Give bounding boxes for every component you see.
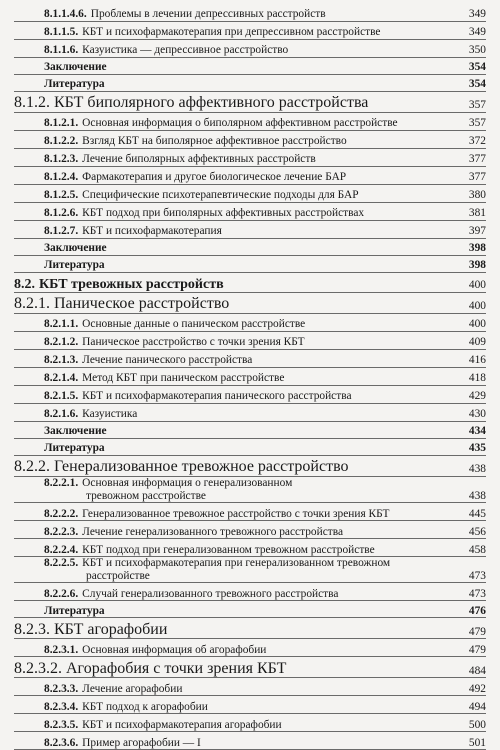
toc-entry-title: Специфические психотерапевтические подходы для БАР — [82, 189, 359, 202]
toc-entry-number: 8.1.2.1. — [44, 117, 79, 130]
toc-entry-page: 492 — [468, 682, 486, 695]
toc-entry — [14, 131, 486, 149]
toc-entry-number: 8.2.1.1. — [44, 318, 79, 331]
table-of-contents — [14, 4, 486, 750]
toc-entry-page: 372 — [468, 135, 486, 148]
toc-entry-page: 501 — [468, 736, 486, 749]
toc-entry-title: Лечение генерализованного тревожного расстройства — [82, 525, 344, 538]
toc-entry-title: КБТ и психофармакотерапия при генерализованном тревожном — [82, 557, 391, 570]
toc-entry — [14, 256, 486, 273]
toc-entry-number: 8.2.3.4. — [44, 700, 79, 713]
toc-entry-page: 416 — [468, 354, 486, 367]
toc-entry — [14, 314, 486, 332]
toc-entry-page: 400 — [468, 318, 486, 331]
toc-entry-title: Казуистика — [82, 408, 138, 421]
toc-entry-page: 377 — [468, 171, 486, 184]
toc-entry-title: Паническое расстройство с точки зрения КБТ — [82, 336, 305, 349]
toc-entry — [14, 583, 486, 601]
toc-entry-page: 400 — [468, 300, 486, 313]
toc-entry-number: 8.1.2.6. — [44, 207, 79, 220]
toc-entry — [14, 350, 486, 368]
toc-entry-number: 8.2.3.2. — [14, 659, 62, 677]
toc-entry-number: 8.1.2.7. — [44, 225, 79, 238]
toc-entry-title: Пример агорафобии — I — [82, 736, 201, 749]
toc-entry-number: 8.1.1.5. — [44, 26, 79, 39]
toc-entry — [14, 273, 486, 293]
toc-entry-title: Заключение — [44, 425, 107, 438]
toc-entry-page: 430 — [468, 408, 486, 421]
toc-entry-page: 409 — [468, 336, 486, 349]
toc-entry — [14, 149, 486, 167]
toc-entry-title: Литература — [44, 259, 105, 272]
toc-entry-title-continued: расстройстве — [86, 569, 150, 582]
toc-entry-page: 479 — [468, 625, 486, 638]
toc-entry-number: 8.1.2.5. — [44, 189, 79, 202]
toc-entry-page: 435 — [468, 442, 486, 455]
toc-entry-page: 380 — [468, 189, 486, 202]
toc-entry-number: 8.1.2.2. — [44, 135, 79, 148]
toc-entry — [14, 239, 486, 256]
toc-entry-title: Паническое расстройство — [54, 295, 230, 313]
toc-entry-page: 473 — [468, 587, 486, 600]
toc-entry-number: 8.2.1.3. — [44, 354, 79, 367]
toc-entry — [14, 601, 486, 618]
toc-entry-page: 494 — [468, 700, 486, 713]
toc-entry-title: Лечение биполярных аффективных расстройств — [82, 153, 316, 166]
toc-entry-title: КБТ тревожных расстройств — [39, 276, 224, 292]
toc-entry-page: 473 — [468, 569, 486, 582]
toc-entry-number: 8.1.2. — [14, 94, 50, 112]
toc-entry-number: 8.1.2.3. — [44, 153, 79, 166]
toc-entry-title: Лечение панического расстройства — [82, 354, 253, 367]
toc-entry-page: 381 — [468, 207, 486, 220]
toc-entry-page: 398 — [468, 242, 486, 255]
toc-entry-title: Взгляд КБТ на биполярное аффективное расстройство — [82, 135, 347, 148]
toc-entry — [14, 657, 486, 678]
toc-entry-number: 8.2.2.1. — [44, 477, 79, 489]
toc-entry-page: 350 — [468, 44, 486, 57]
toc-entry-title: Метод КБТ при паническом расстройстве — [82, 372, 285, 385]
toc-entry-page: 398 — [468, 259, 486, 272]
toc-entry-page: 438 — [468, 463, 486, 476]
toc-entry-number: 8.1.2.4. — [44, 171, 79, 184]
toc-entry-number: 8.2.2.4. — [44, 543, 79, 556]
toc-entry — [14, 456, 486, 477]
toc-entry — [14, 539, 486, 557]
toc-entry-page: 349 — [468, 8, 486, 21]
toc-entry — [14, 113, 486, 131]
toc-entry-page: 397 — [468, 225, 486, 238]
toc-entry-page: 354 — [468, 61, 486, 74]
toc-entry-number: 8.2.2.3. — [44, 525, 79, 538]
toc-entry — [14, 40, 486, 58]
toc-entry — [14, 293, 486, 314]
toc-entry — [14, 92, 486, 113]
toc-entry-title: КБТ и психофармакотерапия панического расстройства — [82, 390, 352, 403]
toc-entry — [14, 696, 486, 714]
toc-entry — [14, 22, 486, 40]
toc-entry-page: 357 — [468, 99, 486, 112]
toc-entry-title: Заключение — [44, 242, 107, 255]
toc-entry-number: 8.2.2.6. — [44, 587, 79, 600]
toc-entry-page: 479 — [468, 643, 486, 656]
toc-entry — [14, 714, 486, 732]
toc-entry-title: Основные данные о паническом расстройстве — [82, 318, 306, 331]
toc-entry — [14, 58, 486, 75]
toc-entry-title: КБТ и психофармакотерапия — [82, 225, 222, 238]
toc-entry-title: Генерализованное тревожное расстройство — [54, 458, 349, 476]
toc-entry-title: Заключение — [44, 61, 107, 74]
toc-entry-page: 484 — [468, 664, 486, 677]
toc-entry-page: 377 — [468, 153, 486, 166]
toc-entry-number: 8.2.2.2. — [44, 507, 79, 520]
toc-entry-number: 8.2.3.6. — [44, 736, 79, 749]
toc-entry-page: 434 — [468, 425, 486, 438]
toc-entry-number: 8.2.3.1. — [44, 643, 79, 656]
toc-entry-page: 349 — [468, 26, 486, 39]
toc-entry-page: 429 — [468, 390, 486, 403]
toc-entry-number: 8.1.1.6. — [44, 44, 79, 57]
toc-entry-number: 8.2.1.2. — [44, 336, 79, 349]
toc-entry — [14, 557, 486, 583]
toc-entry — [14, 221, 486, 239]
toc-entry-title: Литература — [44, 442, 105, 455]
toc-entry-title: КБТ подход к агорафобии — [82, 700, 208, 713]
toc-entry-number: 8.2.3.3. — [44, 682, 79, 695]
toc-entry-number: 8.2. — [14, 276, 35, 292]
toc-entry-number: 8.2.3.5. — [44, 718, 79, 731]
toc-entry-title: КБТ подход при генерализованном тревожном расстройстве — [82, 543, 375, 556]
toc-entry — [14, 332, 486, 350]
toc-entry-title: КБТ подход при биполярных аффективных расстройствах — [82, 207, 365, 220]
toc-entry-title: Основная информация об агорафобии — [82, 643, 267, 656]
toc-entry — [14, 439, 486, 456]
toc-entry — [14, 732, 486, 750]
toc-entry — [14, 639, 486, 657]
toc-entry — [14, 477, 486, 503]
toc-entry-page: 500 — [468, 718, 486, 731]
toc-entry-title-continued: тревожном расстройстве — [86, 489, 206, 502]
toc-entry-title: Фармакотерапия и другое биологическое лечение БАР — [82, 171, 347, 184]
toc-entry-page: 354 — [468, 78, 486, 91]
toc-entry — [14, 185, 486, 203]
toc-entry-title: КБТ агорафобии — [54, 620, 168, 638]
toc-entry-page: 476 — [468, 604, 486, 617]
toc-entry — [14, 503, 486, 521]
toc-entry-title: Лечение агорафобии — [82, 682, 183, 695]
toc-entry-title: Основная информация о биполярном аффективном расстройстве — [82, 117, 398, 130]
toc-entry-title: КБТ и психофармакотерапия при депрессивном расстройстве — [82, 26, 381, 39]
toc-entry — [14, 422, 486, 439]
toc-entry — [14, 368, 486, 386]
toc-entry-number: 8.2.1.6. — [44, 408, 79, 421]
toc-entry-title: Проблемы в лечении депрессивных расстройств — [90, 8, 326, 21]
toc-entry-title: Агорафобия с точки зрения КБТ — [66, 659, 287, 677]
toc-entry-page: 357 — [468, 117, 486, 130]
toc-entry-page: 456 — [468, 525, 486, 538]
toc-entry-title: Генерализованное тревожное расстройство с точки зрения КБТ — [82, 507, 390, 520]
toc-entry-title: КБТ и психофармакотерапия агорафобии — [82, 718, 282, 731]
toc-entry-number: 8.2.2.5. — [44, 557, 79, 570]
toc-entry-page: 445 — [468, 507, 486, 520]
toc-entry — [14, 618, 486, 639]
toc-entry-title: Казуистика — депрессивное расстройство — [82, 44, 289, 57]
toc-entry-title: Литература — [44, 78, 105, 91]
toc-entry-title: Случай генерализованного тревожного расстройства — [82, 587, 339, 600]
toc-entry-page: 458 — [468, 543, 486, 556]
toc-entry — [14, 386, 486, 404]
toc-entry-number: 8.2.1.4. — [44, 372, 79, 385]
toc-entry — [14, 203, 486, 221]
toc-entry-page: 418 — [468, 372, 486, 385]
toc-entry-number: 8.2.1.5. — [44, 390, 79, 403]
toc-entry-page: 438 — [468, 489, 486, 502]
toc-entry — [14, 4, 486, 22]
toc-entry — [14, 167, 486, 185]
toc-entry-number: 8.2.3. — [14, 620, 50, 638]
toc-entry — [14, 404, 486, 422]
toc-entry-number: 8.1.1.4.6. — [44, 8, 87, 21]
toc-entry-title: Основная информация о генерализованном — [82, 477, 293, 489]
toc-entry — [14, 521, 486, 539]
toc-entry-number: 8.2.2. — [14, 458, 50, 476]
toc-entry — [14, 678, 486, 696]
toc-entry — [14, 75, 486, 92]
toc-entry-title: Литература — [44, 604, 105, 617]
toc-entry-number: 8.2.1. — [14, 295, 50, 313]
toc-entry-page: 400 — [468, 279, 486, 292]
toc-entry-title: КБТ биполярного аффективного расстройства — [54, 94, 369, 112]
